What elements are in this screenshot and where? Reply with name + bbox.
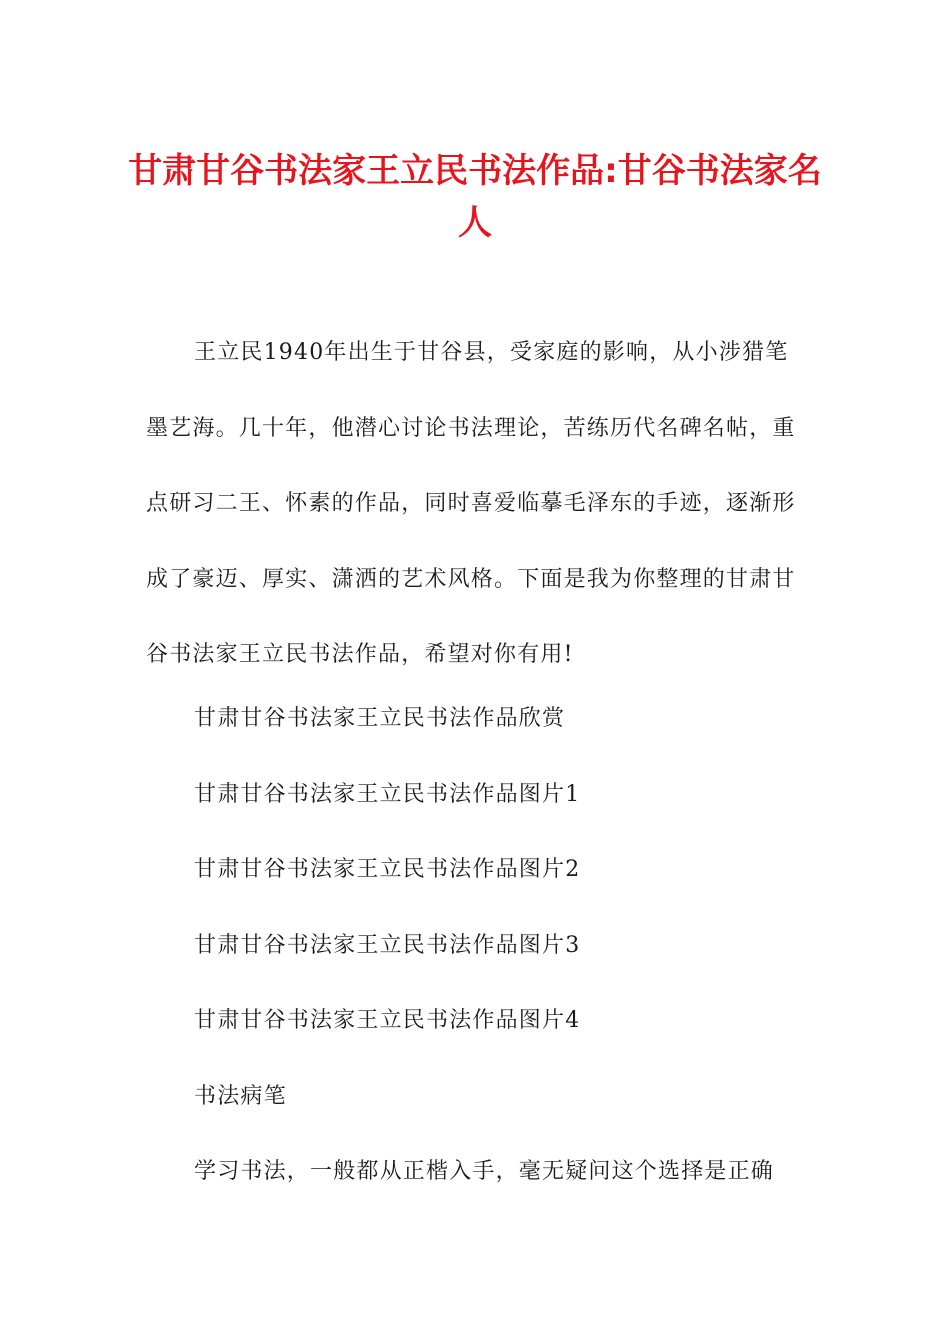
image-caption-1: 甘肃甘谷书法家王立民书法作品图片1 — [194, 781, 581, 807]
image-caption-4: 甘肃甘谷书法家王立民书法作品图片4 — [194, 1008, 581, 1033]
section-heading-appreciation: 甘肃甘谷书法家王立民书法作品欣赏 — [194, 706, 566, 731]
document-title: 甘肃甘谷书法家王立民书法作品:甘谷书法家名人 — [128, 151, 822, 243]
section-heading-brush-faults: 书法病笔 — [194, 1083, 287, 1109]
intro-block — [146, 315, 806, 693]
paragraph-start: 学习书法，一般都从正楷入手，毫无疑问这个选择是正确 — [194, 1159, 775, 1184]
image-caption-3: 甘肃甘谷书法家王立民书法作品图片3 — [194, 932, 581, 958]
content-lines — [146, 681, 806, 1210]
intro-paragraph: 王立民1940年出生于甘谷县，受家庭的影响，从小涉猎笔墨艺海。几十年，他潜心讨论书法理论，苦练历代名碑名帖，重点研习二王、怀素的作品，同时喜爱临摹毛泽东的手迹，逐渐形成了豪迈、厚实、潇洒的艺术风格。下面是我为你整理的甘肃甘谷书法家王立民书法作品，希望对你有用! — [146, 340, 796, 667]
image-caption-2: 甘肃甘谷书法家王立民书法作品图片2 — [194, 857, 581, 882]
